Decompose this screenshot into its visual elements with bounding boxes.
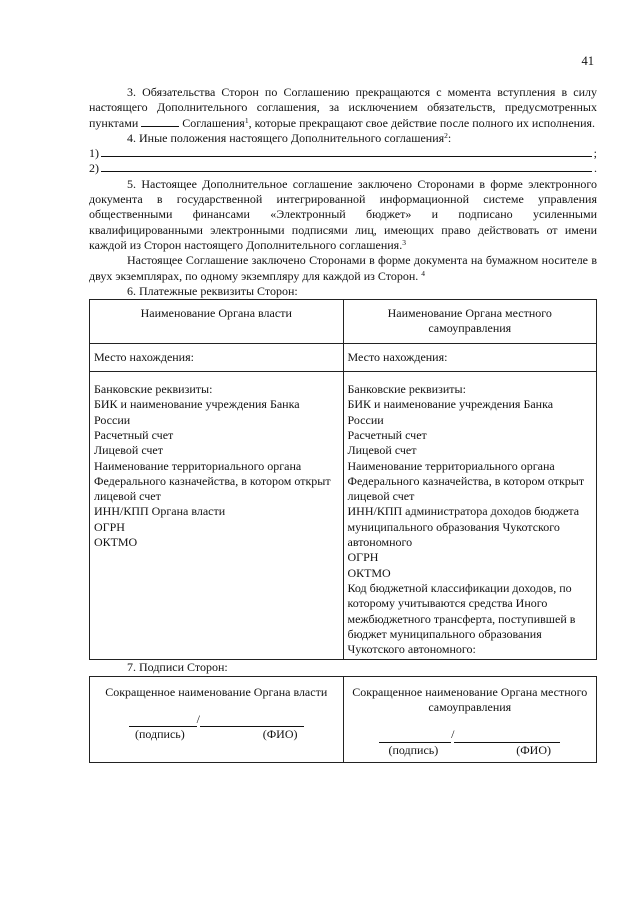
paragraph-5: 5. Настоящее Дополнительное соглашение заключено Сторонами в форме электронного документа в государственной интегрированной информационной системе управления общественными финансами «Электронный бюджет» и подписано усиленными квалифицированными электронными подписями лиц, имеющих право действовать от имени каждой из Сторон настоящего Дополнительного соглашения.$^3$ (89, 176, 597, 252)
paragraph-4: 4. Иные положения настоящего Дополнительного соглашения$^2$: (127, 130, 452, 145)
right-sig-header: Сокращенное наименование Органа местного самоуправления (352, 684, 588, 714)
name-line (454, 730, 560, 743)
table-row (90, 300, 597, 344)
paragraph-7: 7. Подписи Сторон: (127, 660, 228, 675)
signatures-table (89, 676, 597, 763)
footnote-ref: 1 (244, 115, 249, 125)
paragraph-paper-copy: Настоящее Соглашение заключено Сторонами в форме документа на бумажном носителе в двух экземплярах, по одному экземпляру для каждой из Сторон. $^4$ (89, 253, 597, 283)
left-header: Наименование Органа власти (90, 300, 344, 344)
table-row (90, 372, 597, 660)
table-row (90, 676, 597, 762)
underline (101, 155, 592, 157)
footnote-ref: 3 (402, 237, 406, 247)
right-requisites: Банковские реквизиты: БИК и наименование учреждения Банка России Расчетный счет Лицевой счет Наименование территориального органа Федерального казначейства, в котором открыт лицевой счет ИНН/КПП администратора доходов бюджета муниципального образования Чукотского автономного ОГРН ОКТМО Код бюджетной классификации доходов, по которому учитываются средства Иного межбюджетного трансферта, поступившей в бюджет муниципального образования Чукотского автономного: (343, 372, 597, 660)
paragraph-6: 6. Платежные реквизиты Сторон: (127, 283, 298, 298)
name-line (200, 714, 304, 727)
name-caption: (ФИО) (516, 742, 552, 757)
footnote-ref: 2 (444, 130, 448, 140)
document-body (89, 85, 597, 763)
fill-line-1: 1) ; (89, 146, 597, 161)
requisites-table (89, 299, 597, 660)
underline (101, 170, 592, 172)
fill-line-2: 2) . (89, 161, 597, 176)
footnote-ref: 4 (421, 268, 425, 278)
blank-line (141, 126, 179, 127)
right-signature-cell: Сокращенное наименование Органа местного самоуправления / (подпись) (ФИО) (343, 676, 597, 762)
left-location: Место нахождения: (90, 343, 344, 371)
page-number: 41 (581, 54, 594, 68)
paragraph-3: 3. Обязательства Сторон по Соглашению прекращаются с момента вступления в силу настоящего Дополнительного соглашения, за исключением обязательств, предусмотренных пунктами Соглашения$^1$, которые прекращают свое действие после полного их исполнения. (89, 85, 597, 130)
sign-caption: (подпись) (134, 727, 185, 742)
name-caption: (ФИО) (262, 727, 298, 742)
left-signature-cell: Сокращенное наименование Органа власти / (подпись) (ФИО) (90, 676, 344, 762)
table-row (90, 343, 597, 371)
right-header: Наименование Органа местного самоуправления (343, 300, 597, 344)
signature-line (379, 730, 451, 743)
left-requisites: Банковские реквизиты: БИК и наименование учреждения Банка России Расчетный счет Лицевой счет Наименование территориального органа Федерального казначейства, в котором открыт лицевой счет ИНН/КПП Органа власти ОГРН ОКТМО (90, 372, 344, 660)
sign-caption: (подпись) (388, 742, 439, 757)
right-location: Место нахождения: (343, 343, 597, 371)
left-sig-header: Сокращенное наименование Органа власти (105, 684, 328, 699)
signature-line (129, 714, 197, 727)
